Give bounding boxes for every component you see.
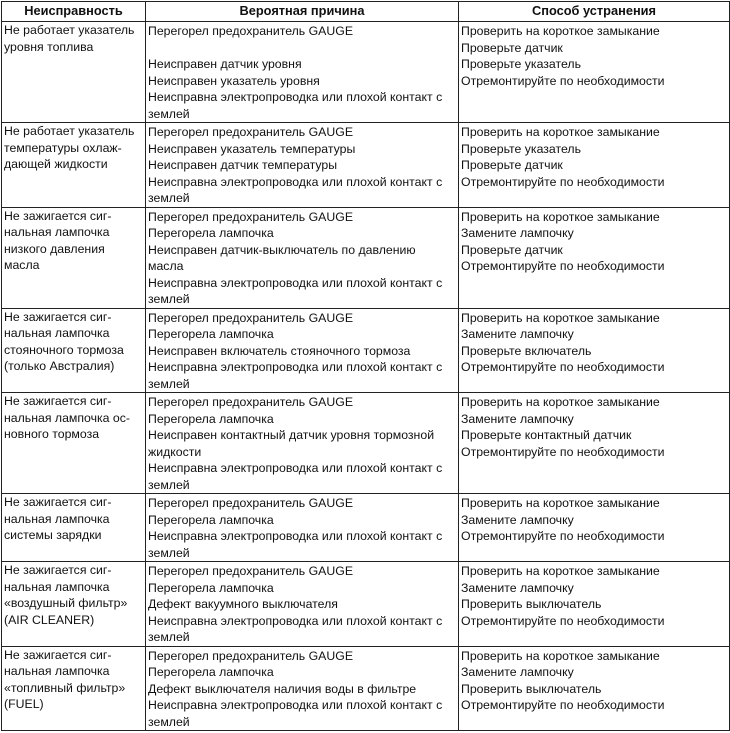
table-row <box>2 22 730 123</box>
cause-item: Дефект вакуумного выключателя <box>148 597 338 611</box>
cause-cell <box>146 207 459 308</box>
remedy-item: Проверьте датчик <box>461 242 563 257</box>
cause-item: Неисправна электропроводка или плохой контакт с землей <box>148 275 443 306</box>
cause-item: Перегорела лампочка <box>148 665 274 679</box>
fault-cell: Не зажигается сиг- нальная лампочка «топливный фильтр» (FUEL) <box>2 646 146 731</box>
remedy-item: Отремонтируйте по необходимости <box>461 698 665 712</box>
table-row <box>2 123 730 208</box>
remedy-item: Отремонтируйте по необходимости <box>461 529 665 543</box>
remedy-item: Проверьте датчик <box>461 158 563 172</box>
cause-item: Перегорел предохранитель GAUGE <box>148 496 354 510</box>
remedy-cell <box>459 494 730 562</box>
cause-cell <box>146 393 459 494</box>
remedy-item: Отремонтируйте по необходимости <box>461 360 665 374</box>
cause-item: Перегорел предохранитель GAUGE <box>148 209 354 224</box>
cause-spacer <box>148 40 456 57</box>
table-row <box>2 393 730 494</box>
cause-item: Неисправна электропроводка или плохой контакт с землей <box>148 90 443 121</box>
cause-item: Дефект выключателя наличия воды в фильтре <box>148 681 417 696</box>
cause-cell <box>146 22 459 123</box>
remedy-item: Проверьте контактный датчик <box>461 428 632 442</box>
remedy-item: Проверить на короткое замыкание <box>461 24 660 38</box>
remedy-item: Замените лампочку <box>461 665 574 679</box>
cause-item: Перегорел предохранитель GAUGE <box>148 395 354 409</box>
cause-item: Неисправен датчик-выключатель по давлению масла <box>148 242 416 273</box>
table-body <box>2 22 730 731</box>
cause-item: Неисправен контактный датчик уровня тормозной жидкости <box>148 428 435 459</box>
table-row <box>2 207 730 308</box>
cause-item: Перегорела лампочка <box>148 512 274 527</box>
remedy-cell <box>459 393 730 494</box>
cause-item: Неисправна электропроводка или плохой контакт с землей <box>148 529 443 560</box>
cause-item: Перегорел предохранитель GAUGE <box>148 648 354 663</box>
cause-item: Перегорел предохранитель GAUGE <box>148 310 354 325</box>
fault-cell: Не работает указатель температуры охлаж- дающей жидкости <box>2 123 146 208</box>
remedy-item: Проверить выключатель <box>461 681 602 696</box>
cause-cell <box>146 123 459 208</box>
cause-item: Неисправен указатель уровня <box>148 73 320 88</box>
header-remedy: Способ устранения <box>459 2 730 22</box>
remedy-item: Проверьте указатель <box>461 141 581 156</box>
remedy-item: Проверить на короткое замыкание <box>461 125 660 139</box>
table-row <box>2 646 730 731</box>
remedy-item: Замените лампочку <box>461 512 574 527</box>
remedy-item: Проверьте датчик <box>461 40 563 55</box>
cause-item: Неисправна электропроводка или плохой контакт с землей <box>148 461 443 492</box>
remedy-item: Отремонтируйте по необходимости <box>461 174 665 189</box>
cause-item: Перегорел предохранитель GAUGE <box>148 564 354 578</box>
remedy-item: Отремонтируйте по необходимости <box>461 444 665 459</box>
remedy-item: Отремонтируйте по необходимости <box>461 73 665 88</box>
fault-cell: Не зажигается сиг- нальная лампочка системы зарядки <box>2 494 146 562</box>
cause-item: Перегорел предохранитель GAUGE <box>148 125 354 139</box>
cause-item: Неисправна электропроводка или плохой контакт с землей <box>148 698 443 729</box>
fault-cell: Не зажигается сиг- нальная лампочка ос- новного тормоза <box>2 393 146 494</box>
header-fault: Неисправность <box>2 2 146 22</box>
remedy-cell <box>459 123 730 208</box>
remedy-cell <box>459 308 730 393</box>
remedy-item: Замените лампочку <box>461 226 574 240</box>
cause-cell <box>146 646 459 731</box>
remedy-item: Проверить на короткое замыкание <box>461 496 660 510</box>
remedy-item: Проверить на короткое замыкание <box>461 564 660 578</box>
cause-item: Перегорела лампочка <box>148 327 274 341</box>
table-header-row <box>2 2 730 22</box>
cause-item: Перегорела лампочка <box>148 580 274 595</box>
remedy-item: Проверить на короткое замыкание <box>461 209 660 224</box>
remedy-cell <box>459 646 730 731</box>
cause-item: Неисправна электропроводка или плохой контакт с землей <box>148 360 443 391</box>
remedy-item: Проверить выключатель <box>461 597 602 611</box>
table-row <box>2 562 730 647</box>
remedy-item: Отремонтируйте по необходимости <box>461 259 665 273</box>
remedy-item: Проверить на короткое замыкание <box>461 310 660 325</box>
cause-item: Перегорела лампочка <box>148 226 274 240</box>
remedy-cell <box>459 207 730 308</box>
fault-cell: Не работает указатель уровня топлива <box>2 22 146 123</box>
cause-item: Неисправен датчик уровня <box>148 57 302 71</box>
cause-cell <box>146 562 459 647</box>
remedy-item: Замените лампочку <box>461 580 574 595</box>
cause-item: Перегорел предохранитель GAUGE <box>148 24 354 38</box>
troubleshooting-table <box>1 1 730 731</box>
remedy-cell <box>459 562 730 647</box>
cause-item: Неисправен указатель температуры <box>148 141 356 156</box>
remedy-item: Отремонтируйте по необходимости <box>461 613 665 628</box>
header-cause: Вероятная причина <box>146 2 459 22</box>
fault-cell: Не зажигается сиг- нальная лампочка низкого давления масла <box>2 207 146 308</box>
fault-cell: Не зажигается сиг- нальная лампочка стояночного тормоза (только Австралия) <box>2 308 146 393</box>
cause-item: Неисправен включатель стояночного тормоза <box>148 343 411 358</box>
remedy-item: Проверить на короткое замыкание <box>461 395 660 409</box>
remedy-item: Замените лампочку <box>461 411 574 426</box>
cause-cell <box>146 494 459 562</box>
remedy-cell <box>459 22 730 123</box>
table-row <box>2 308 730 393</box>
cause-item: Перегорела лампочка <box>148 411 274 426</box>
remedy-item: Проверьте включатель <box>461 343 592 358</box>
cause-item: Неисправна электропроводка или плохой контакт с землей <box>148 174 443 205</box>
cause-item: Неисправен датчик температуры <box>148 158 338 172</box>
cause-cell <box>146 308 459 393</box>
table-row <box>2 494 730 562</box>
remedy-item: Замените лампочку <box>461 327 574 341</box>
remedy-item: Проверить на короткое замыкание <box>461 648 660 663</box>
remedy-item: Проверьте указатель <box>461 57 581 71</box>
cause-item: Неисправна электропроводка или плохой контакт с землей <box>148 613 443 644</box>
fault-cell: Не зажигается сиг- нальная лампочка «воздушный фильтр» (AIR CLEANER) <box>2 562 146 647</box>
